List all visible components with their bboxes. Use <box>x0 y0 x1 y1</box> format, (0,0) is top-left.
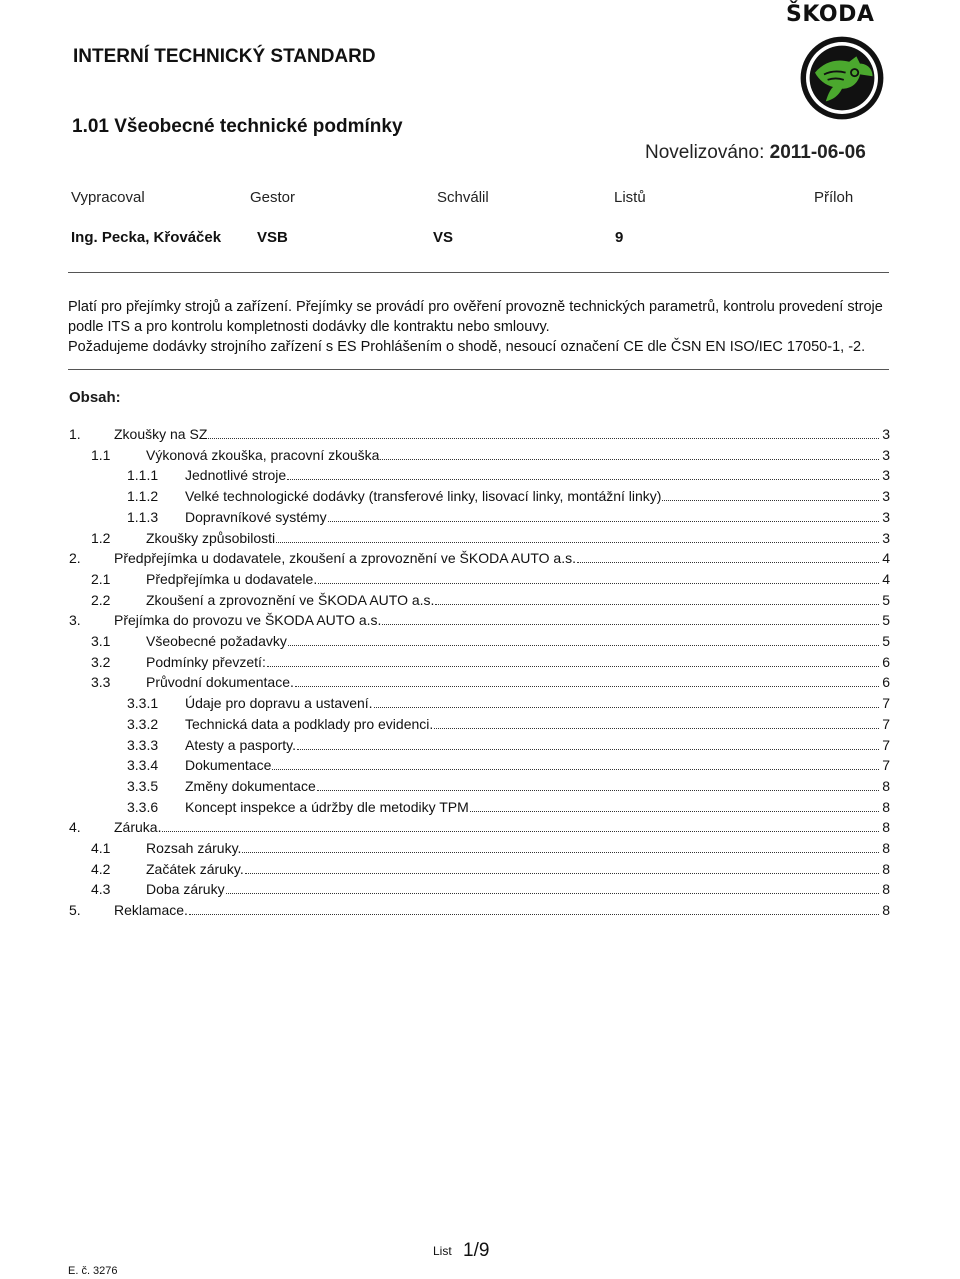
document-title: 1.01 Všeobecné technické podmínky <box>72 116 403 137</box>
divider-middle <box>68 369 889 370</box>
toc-entry[interactable] <box>0 838 890 858</box>
toc-leader-dots <box>288 645 879 646</box>
intro-paragraph <box>68 297 898 357</box>
toc-entry-title: Zkoušky na SZ <box>114 426 208 442</box>
toc-entry-page: 5 <box>882 612 890 628</box>
intro-line-3: Požadujeme dodávky strojního zařízení s ES Prohlášením o shodě, nesoucí označení CE dle ČSN EN ISO/IEC 17050-1, -2. <box>68 339 866 355</box>
footer-list-label: List <box>433 1244 452 1258</box>
toc-entry-page: 8 <box>882 861 890 877</box>
toc-entry-title: Jednotlivé stroje <box>185 467 287 483</box>
toc-entry-page: 8 <box>882 778 890 794</box>
document-type: INTERNÍ TECHNICKÝ STANDARD <box>73 46 376 67</box>
toc-entry-number: 4.2 <box>91 861 111 877</box>
brand-wordmark: ŠKODA <box>786 2 875 27</box>
toc-entry-number: 3.1 <box>91 633 111 649</box>
toc-leader-dots <box>272 769 879 770</box>
toc-entry-number: 3.3.5 <box>127 778 159 794</box>
toc-entry[interactable] <box>0 776 890 796</box>
footer-page-indicator: 1/9 <box>463 1240 490 1261</box>
toc-entry-page: 3 <box>882 530 890 546</box>
toc-entry-title: Zkoušky způsobilosti <box>146 530 276 546</box>
toc-entry-page: 8 <box>882 840 890 856</box>
toc-entry-number: 2. <box>69 550 81 566</box>
toc-entry-page: 3 <box>882 447 890 463</box>
toc-entry-title: Podmínky převzetí: <box>146 654 266 670</box>
toc-entry-page: 7 <box>882 757 890 773</box>
toc-entry-title: Údaje pro dopravu a ustavení. <box>185 695 373 711</box>
toc-entry-page: 8 <box>882 881 890 897</box>
approval-value-owner: VSB <box>257 229 288 246</box>
toc-entry-title: Záruka. <box>114 819 162 835</box>
toc-entry-page: 8 <box>882 902 890 918</box>
toc-entry[interactable] <box>0 735 890 755</box>
toc-entry[interactable] <box>0 900 890 920</box>
toc-entry-number: 3.3.4 <box>127 757 159 773</box>
approval-header-attachments: Příloh <box>814 189 854 206</box>
toc-leader-dots <box>435 604 879 605</box>
toc-entry-page: 3 <box>882 509 890 525</box>
toc-entry[interactable] <box>0 610 890 630</box>
toc-entry-number: 1. <box>69 426 81 442</box>
toc-leader-dots <box>328 521 879 522</box>
toc-entry[interactable] <box>0 755 890 775</box>
toc-entry-number: 3.3.6 <box>127 799 159 815</box>
toc-entry-page: 6 <box>882 654 890 670</box>
toc-entry-title: Předpřejímka u dodavatele, zkoušení a zprovoznění ve ŠKODA AUTO a.s. <box>114 550 576 566</box>
toc-entry[interactable] <box>0 797 890 817</box>
toc-entry[interactable] <box>0 714 890 734</box>
toc-entry[interactable] <box>0 859 890 879</box>
approval-value-approved: VS <box>433 229 454 246</box>
toc-entry-title: Všeobecné požadavky <box>146 633 287 649</box>
toc-entry[interactable] <box>0 693 890 713</box>
toc-entry-number: 2.1 <box>91 571 111 587</box>
toc-entry-page: 5 <box>882 592 890 608</box>
toc-entry[interactable] <box>0 652 890 672</box>
toc-entry-number: 3.2 <box>91 654 111 670</box>
toc-entry-number: 3. <box>69 612 81 628</box>
toc-entry[interactable] <box>0 486 890 506</box>
toc-entry-page: 5 <box>882 633 890 649</box>
toc-entry-number: 3.3 <box>91 674 111 690</box>
toc-entry-number: 1.1.2 <box>127 488 159 504</box>
approval-header-sheets: Listů <box>614 189 646 206</box>
toc-entry-page: 7 <box>882 737 890 753</box>
toc-entry-page: 8 <box>882 819 890 835</box>
toc-entry[interactable] <box>0 528 890 548</box>
toc-heading: Obsah: <box>69 389 121 406</box>
toc-entry-number: 5. <box>69 902 81 918</box>
toc-entry-page: 8 <box>882 799 890 815</box>
revision-value: 2011-06-06 <box>769 142 866 163</box>
toc-entry-number: 1.1.1 <box>127 467 159 483</box>
toc-entry-number: 1.2 <box>91 530 111 546</box>
toc-entry[interactable] <box>0 879 890 899</box>
toc-entry-title: Reklamace. <box>114 902 188 918</box>
toc-entry[interactable] <box>0 590 890 610</box>
toc-entry-number: 4. <box>69 819 81 835</box>
toc-entry-title: Přejímka do provozu ve ŠKODA AUTO a.s. <box>114 612 382 628</box>
toc-entry[interactable] <box>0 817 890 837</box>
toc-leader-dots <box>189 914 879 915</box>
toc-leader-dots <box>662 500 879 501</box>
toc-entry[interactable] <box>0 507 890 527</box>
toc-leader-dots <box>162 831 879 832</box>
toc-entry-title: Koncept inspekce a údržby dle metodiky TPM <box>185 799 469 815</box>
toc-entry[interactable] <box>0 672 890 692</box>
toc-entry[interactable] <box>0 631 890 651</box>
skoda-logo-icon <box>797 33 887 123</box>
toc-entry-number: 4.1 <box>91 840 111 856</box>
revision-label: Novelizováno: <box>645 142 765 163</box>
intro-line-1: Platí pro přejímky strojů a zařízení. Přejímky se provádí pro ověření provozně technických parametrů, kontrolu provedení stroje <box>68 299 883 315</box>
toc-leader-dots <box>577 562 879 563</box>
toc-leader-dots <box>470 811 879 812</box>
toc-entry[interactable] <box>0 569 890 589</box>
toc-leader-dots <box>287 479 879 480</box>
toc-entry-title: Začátek záruky. <box>146 861 244 877</box>
toc-entry[interactable] <box>0 424 890 444</box>
toc-entry-title: Doba záruky <box>146 881 225 897</box>
toc-entry[interactable] <box>0 465 890 485</box>
toc-entry-title: Rozsah záruky. <box>146 840 242 856</box>
approval-header-prepared: Vypracoval <box>71 189 145 206</box>
toc-leader-dots <box>382 624 879 625</box>
toc-leader-dots <box>318 583 879 584</box>
toc-entry-title: Předpřejímka u dodavatele. <box>146 571 318 587</box>
footer-doc-number: E. č. 3276 <box>68 1265 118 1277</box>
toc-leader-dots <box>245 873 879 874</box>
toc-leader-dots <box>226 893 879 894</box>
approval-header-approved: Schválil <box>437 189 489 206</box>
toc-entry[interactable] <box>0 445 890 465</box>
toc-entry-page: 4 <box>882 550 890 566</box>
toc-leader-dots <box>434 728 879 729</box>
toc-entry-title: Dokumentace <box>185 757 272 773</box>
toc-leader-dots <box>208 438 879 439</box>
approval-header-owner: Gestor <box>250 189 296 206</box>
toc-leader-dots <box>317 790 879 791</box>
intro-line-2: podle ITS a pro kontrolu kompletnosti dodávky dle kontraktu nebo smlouvy. <box>68 319 550 335</box>
toc-entry-page: 6 <box>882 674 890 690</box>
toc-entry[interactable] <box>0 548 890 568</box>
toc-entry-page: 7 <box>882 716 890 732</box>
toc-entry-title: Dopravníkové systémy <box>185 509 327 525</box>
toc-leader-dots <box>380 459 879 460</box>
toc-entry-title: Změny dokumentace <box>185 778 316 794</box>
approval-value-sheets: 9 <box>615 229 624 246</box>
toc-entry-number: 3.3.2 <box>127 716 159 732</box>
toc-leader-dots <box>242 852 879 853</box>
divider-top <box>68 272 889 273</box>
toc-entry-title: Výkonová zkouška, pracovní zkouška <box>146 447 380 463</box>
toc-entry-number: 3.3.1 <box>127 695 159 711</box>
toc-entry-page: 4 <box>882 571 890 587</box>
toc-entry-title: Průvodní dokumentace. <box>146 674 294 690</box>
toc-entry-title: Atesty a pasporty. <box>185 737 297 753</box>
toc-leader-dots <box>297 749 879 750</box>
toc-leader-dots <box>295 686 879 687</box>
toc-entry-number: 1.1 <box>91 447 111 463</box>
toc-entry-number: 2.2 <box>91 592 111 608</box>
toc-leader-dots <box>276 542 879 543</box>
toc-entry-number: 1.1.3 <box>127 509 159 525</box>
toc-entry-page: 3 <box>882 467 890 483</box>
approval-value-prepared: Ing. Pecka, Křováček <box>71 229 222 246</box>
toc-entry-title: Velké technologické dodávky (transferové linky, lisovací linky, montážní linky) <box>185 488 662 504</box>
toc-leader-dots <box>267 666 879 667</box>
toc-leader-dots <box>374 707 879 708</box>
toc-entry-title: Technická data a podklady pro evidenci. <box>185 716 434 732</box>
toc-entry-title: Zkoušení a zprovoznění ve ŠKODA AUTO a.s. <box>146 592 435 608</box>
toc-entry-page: 3 <box>882 426 890 442</box>
toc-entry-number: 3.3.3 <box>127 737 159 753</box>
revision-date <box>645 142 866 164</box>
toc-entry-number: 4.3 <box>91 881 111 897</box>
toc-entry-page: 7 <box>882 695 890 711</box>
toc-entry-page: 3 <box>882 488 890 504</box>
